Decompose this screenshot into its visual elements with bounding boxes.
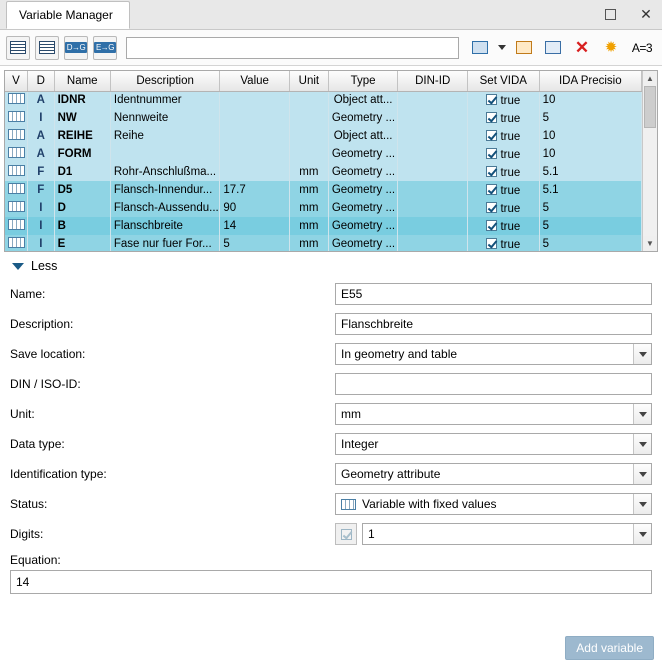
column-header-din-id[interactable]: DIN-ID — [398, 71, 468, 91]
copy-icon — [545, 41, 561, 54]
import-dsg-button[interactable] — [64, 36, 88, 60]
cell-value — [220, 163, 290, 181]
cell-v — [5, 91, 28, 109]
description-value: Flanschbreite — [341, 317, 414, 331]
column-header-description[interactable]: Description — [110, 71, 219, 91]
maximize-button[interactable] — [600, 4, 620, 24]
name-value: E55 — [341, 287, 363, 301]
din-iso-label: DIN / ISO-ID: — [10, 377, 81, 391]
table-row[interactable] — [5, 127, 642, 145]
cell-d: I — [28, 235, 55, 251]
cell-v — [5, 217, 28, 235]
cell-din-id — [398, 145, 468, 163]
variable-grid-icon — [8, 165, 25, 176]
export-esg-button[interactable] — [93, 36, 117, 60]
cell-value: 90 — [220, 199, 290, 217]
cell-description: Nennweite — [110, 109, 219, 127]
column-header-unit[interactable]: Unit — [289, 71, 328, 91]
table-row[interactable] — [5, 163, 642, 181]
identification-type-value: Geometry attribute — [341, 467, 441, 481]
cell-unit: mm — [289, 217, 328, 235]
cell-value — [220, 109, 290, 127]
cell-v — [5, 145, 28, 163]
details-form — [0, 279, 662, 549]
equation-input[interactable] — [10, 570, 652, 594]
cell-set-vida[interactable] — [467, 235, 539, 251]
cell-name: FORM — [54, 145, 110, 163]
cell-value: 14 — [220, 217, 290, 235]
cell-description: Flanschbreite — [110, 217, 219, 235]
table-view-icon — [10, 41, 26, 54]
filter-button[interactable] — [468, 36, 492, 60]
cell-name: NW — [54, 109, 110, 127]
cell-d: A — [28, 145, 55, 163]
cell-description: Reihe — [110, 127, 219, 145]
import-dsg-icon: D→G — [66, 43, 86, 52]
cell-name: E — [54, 235, 110, 251]
cell-d: F — [28, 181, 55, 199]
checkbox-icon — [486, 148, 497, 159]
save-location-value: In geometry and table — [341, 347, 458, 361]
table-row[interactable] — [5, 109, 642, 127]
cell-ida-precision: 5 — [539, 217, 641, 235]
checkbox-icon — [341, 529, 352, 540]
cell-v — [5, 181, 28, 199]
close-icon: ✕ — [640, 5, 652, 22]
scroll-down-icon[interactable]: ▼ — [643, 236, 657, 251]
column-header-v[interactable]: V — [5, 71, 28, 91]
table-header-row — [5, 71, 642, 91]
table-row[interactable] — [5, 181, 642, 199]
field-unit-row — [10, 399, 652, 429]
cell-din-id — [398, 235, 468, 251]
table-vertical-scrollbar[interactable] — [642, 71, 657, 251]
gear-icon: ✹ — [604, 39, 618, 56]
chevron-down-icon[interactable] — [633, 404, 651, 424]
checkbox-icon — [486, 166, 497, 177]
edit-button[interactable] — [512, 36, 536, 60]
cell-v — [5, 235, 28, 251]
cell-value: 17.7 — [220, 181, 290, 199]
unit-value: mm — [341, 407, 361, 421]
cell-unit: mm — [289, 181, 328, 199]
checkbox-icon — [486, 112, 497, 123]
variable-grid-icon — [8, 201, 25, 212]
status-select[interactable] — [335, 493, 652, 515]
list-view-button[interactable] — [35, 36, 59, 60]
cell-v — [5, 199, 28, 217]
cell-set-vida[interactable] — [467, 127, 539, 145]
cell-name: B — [54, 217, 110, 235]
cell-ida-precision: 5.1 — [539, 181, 641, 199]
cell-type: Geometry ... — [328, 109, 398, 127]
column-header-value[interactable]: Value — [220, 71, 290, 91]
cell-type: Object att... — [328, 91, 398, 109]
checkbox-icon — [486, 130, 497, 141]
name-label: Name: — [10, 287, 46, 301]
field-identification-type-row — [10, 459, 652, 489]
name-input[interactable] — [335, 283, 652, 305]
column-header-ida-precision[interactable]: IDA Precisio — [539, 71, 641, 91]
cell-set-vida[interactable] — [467, 217, 539, 235]
cell-set-vida-label: true — [500, 202, 521, 215]
scrollbar-thumb[interactable] — [644, 86, 656, 128]
cell-description: Flansch-Innendur... — [110, 181, 219, 199]
tab-variable-manager[interactable] — [6, 1, 130, 29]
list-view-icon — [39, 41, 55, 54]
chevron-down-icon[interactable] — [633, 494, 651, 514]
field-status-row — [10, 489, 652, 519]
checkbox-icon — [486, 184, 497, 195]
cell-name: D5 — [54, 181, 110, 199]
variable-grid-icon — [8, 93, 25, 104]
cell-unit — [289, 145, 328, 163]
identification-type-label: Identification type: — [10, 467, 107, 481]
cell-name: D1 — [54, 163, 110, 181]
status-label: Status: — [10, 497, 48, 511]
table-row[interactable] — [5, 199, 642, 217]
field-description-row — [10, 309, 652, 339]
cell-din-id — [398, 127, 468, 145]
field-save-location-row — [10, 339, 652, 369]
copy-button[interactable] — [541, 36, 565, 60]
cell-set-vida-label: true — [500, 220, 521, 233]
cell-unit — [289, 127, 328, 145]
cell-type: Geometry ... — [328, 163, 398, 181]
add-variable-label: Add variable — [576, 641, 643, 655]
cell-d: F — [28, 163, 55, 181]
cell-set-vida[interactable] — [467, 199, 539, 217]
chevron-down-icon[interactable] — [633, 344, 651, 364]
save-location-select[interactable] — [335, 343, 652, 365]
data-type-select[interactable] — [335, 433, 652, 455]
cell-din-id — [398, 91, 468, 109]
cell-type: Geometry ... — [328, 235, 398, 251]
chevron-down-icon — [498, 45, 506, 50]
din-iso-input[interactable] — [335, 373, 652, 395]
chevron-down-icon[interactable] — [633, 524, 651, 544]
equation-label: Equation: — [10, 553, 61, 567]
precision-button[interactable] — [628, 36, 656, 60]
tab-label: Variable Manager — [19, 8, 113, 22]
close-button[interactable] — [636, 4, 656, 24]
status-value: Variable with fixed values — [362, 497, 497, 511]
variable-grid-icon — [8, 111, 25, 122]
table-row[interactable] — [5, 235, 642, 251]
cell-name: D — [54, 199, 110, 217]
cell-d: A — [28, 91, 55, 109]
cell-value — [220, 91, 290, 109]
variable-grid-icon — [8, 147, 25, 158]
variable-grid-icon — [8, 219, 25, 230]
variable-grid-icon — [8, 129, 25, 140]
precision-label: A=3 — [631, 40, 653, 55]
window-controls — [600, 4, 656, 24]
cell-din-id — [398, 109, 468, 127]
details-toggle-label: Less — [31, 259, 58, 273]
table-body — [5, 91, 642, 251]
table-row[interactable] — [5, 217, 642, 235]
data-type-value: Integer — [341, 437, 379, 451]
cell-ida-precision: 10 — [539, 91, 641, 109]
cell-description — [110, 145, 219, 163]
variable-table[interactable] — [4, 70, 658, 252]
cell-din-id — [398, 181, 468, 199]
cell-type: Geometry ... — [328, 217, 398, 235]
cell-set-vida-label: true — [500, 130, 521, 143]
filter-icon — [472, 41, 488, 54]
cell-set-vida-label: true — [500, 148, 521, 161]
cell-ida-precision: 5 — [539, 235, 641, 251]
cell-unit: mm — [289, 235, 328, 251]
cell-type: Object att... — [328, 127, 398, 145]
cell-set-vida-label: true — [500, 166, 521, 179]
cell-type: Geometry ... — [328, 181, 398, 199]
filter-dropdown[interactable] — [497, 36, 507, 60]
cell-description: Fase nur fuer For... — [110, 235, 219, 251]
checkbox-icon — [486, 94, 497, 105]
toolbar — [0, 30, 662, 66]
column-header-name[interactable]: Name — [54, 71, 110, 91]
cell-description: Identnummer — [110, 91, 219, 109]
cell-d: I — [28, 199, 55, 217]
settings-button[interactable] — [599, 36, 623, 60]
cell-ida-precision: 5 — [539, 109, 641, 127]
triangle-down-icon — [12, 263, 24, 270]
unit-label: Unit: — [10, 407, 35, 421]
digits-label: Digits: — [10, 527, 44, 541]
cell-set-vida-label: true — [500, 112, 521, 125]
cell-set-vida-label: true — [500, 94, 521, 107]
table-row[interactable] — [5, 145, 642, 163]
cell-set-vida[interactable] — [467, 109, 539, 127]
cell-value — [220, 127, 290, 145]
cell-set-vida-label: true — [500, 238, 521, 251]
cell-v — [5, 109, 28, 127]
table-view-button[interactable] — [6, 36, 30, 60]
variable-grid-icon — [8, 237, 25, 248]
column-header-d[interactable]: D — [28, 71, 55, 91]
digits-select[interactable] — [362, 523, 652, 545]
cell-set-vida[interactable] — [467, 91, 539, 109]
cell-set-vida[interactable] — [467, 163, 539, 181]
cell-unit — [289, 91, 328, 109]
column-header-type[interactable]: Type — [328, 71, 398, 91]
description-input[interactable] — [335, 313, 652, 335]
cell-name: REIHE — [54, 127, 110, 145]
cell-type: Geometry ... — [328, 145, 398, 163]
field-name-row — [10, 279, 652, 309]
cell-description: Flansch-Aussendu... — [110, 199, 219, 217]
cell-v — [5, 163, 28, 181]
checkbox-icon — [486, 238, 497, 249]
cell-ida-precision: 5 — [539, 199, 641, 217]
cell-set-vida-label: true — [500, 184, 521, 197]
chevron-down-icon[interactable] — [633, 464, 651, 484]
delete-button[interactable] — [570, 36, 594, 60]
chevron-down-icon[interactable] — [633, 434, 651, 454]
export-esg-icon: E→G — [95, 43, 115, 52]
cell-unit — [289, 109, 328, 127]
cell-set-vida[interactable] — [467, 181, 539, 199]
cell-d: I — [28, 109, 55, 127]
unit-select[interactable] — [335, 403, 652, 425]
edit-icon — [516, 41, 532, 54]
equation-value: 14 — [16, 575, 30, 589]
cell-d: I — [28, 217, 55, 235]
cell-ida-precision: 10 — [539, 127, 641, 145]
table-row[interactable] — [5, 91, 642, 109]
cell-description: Rohr-Anschlußma... — [110, 163, 219, 181]
checkbox-icon — [486, 202, 497, 213]
variable-grid-icon — [8, 183, 25, 194]
cell-ida-precision: 10 — [539, 145, 641, 163]
cell-set-vida[interactable] — [467, 145, 539, 163]
delete-icon: ✕ — [574, 38, 590, 57]
scroll-up-icon[interactable]: ▲ — [643, 71, 657, 86]
description-label: Description: — [10, 317, 74, 331]
add-variable-button[interactable] — [565, 636, 654, 660]
cell-unit: mm — [289, 163, 328, 181]
field-data-type-row — [10, 429, 652, 459]
variable-table-grid — [5, 71, 642, 251]
cell-v — [5, 127, 28, 145]
field-digits-row — [10, 519, 652, 549]
identification-type-select[interactable] — [335, 463, 652, 485]
cell-din-id — [398, 199, 468, 217]
search-input[interactable] — [126, 37, 459, 59]
footer-bar — [0, 629, 662, 667]
details-toggle[interactable] — [0, 252, 662, 279]
cell-din-id — [398, 163, 468, 181]
digits-checkbox[interactable] — [335, 523, 357, 545]
variable-grid-icon — [341, 499, 356, 510]
data-type-label: Data type: — [10, 437, 65, 451]
cell-value: 5 — [220, 235, 290, 251]
cell-d: A — [28, 127, 55, 145]
save-location-label: Save location: — [10, 347, 86, 361]
field-din-iso-row — [10, 369, 652, 399]
cell-name: IDNR — [54, 91, 110, 109]
cell-unit: mm — [289, 199, 328, 217]
digits-value: 1 — [368, 527, 375, 541]
maximize-icon — [605, 9, 616, 20]
cell-value — [220, 145, 290, 163]
window-title-bar — [0, 0, 662, 30]
checkbox-icon — [486, 220, 497, 231]
column-header-set-vida[interactable]: Set VIDA — [467, 71, 539, 91]
cell-type: Geometry ... — [328, 199, 398, 217]
cell-din-id — [398, 217, 468, 235]
scrollbar-track[interactable] — [643, 128, 657, 236]
cell-ida-precision: 5.1 — [539, 163, 641, 181]
